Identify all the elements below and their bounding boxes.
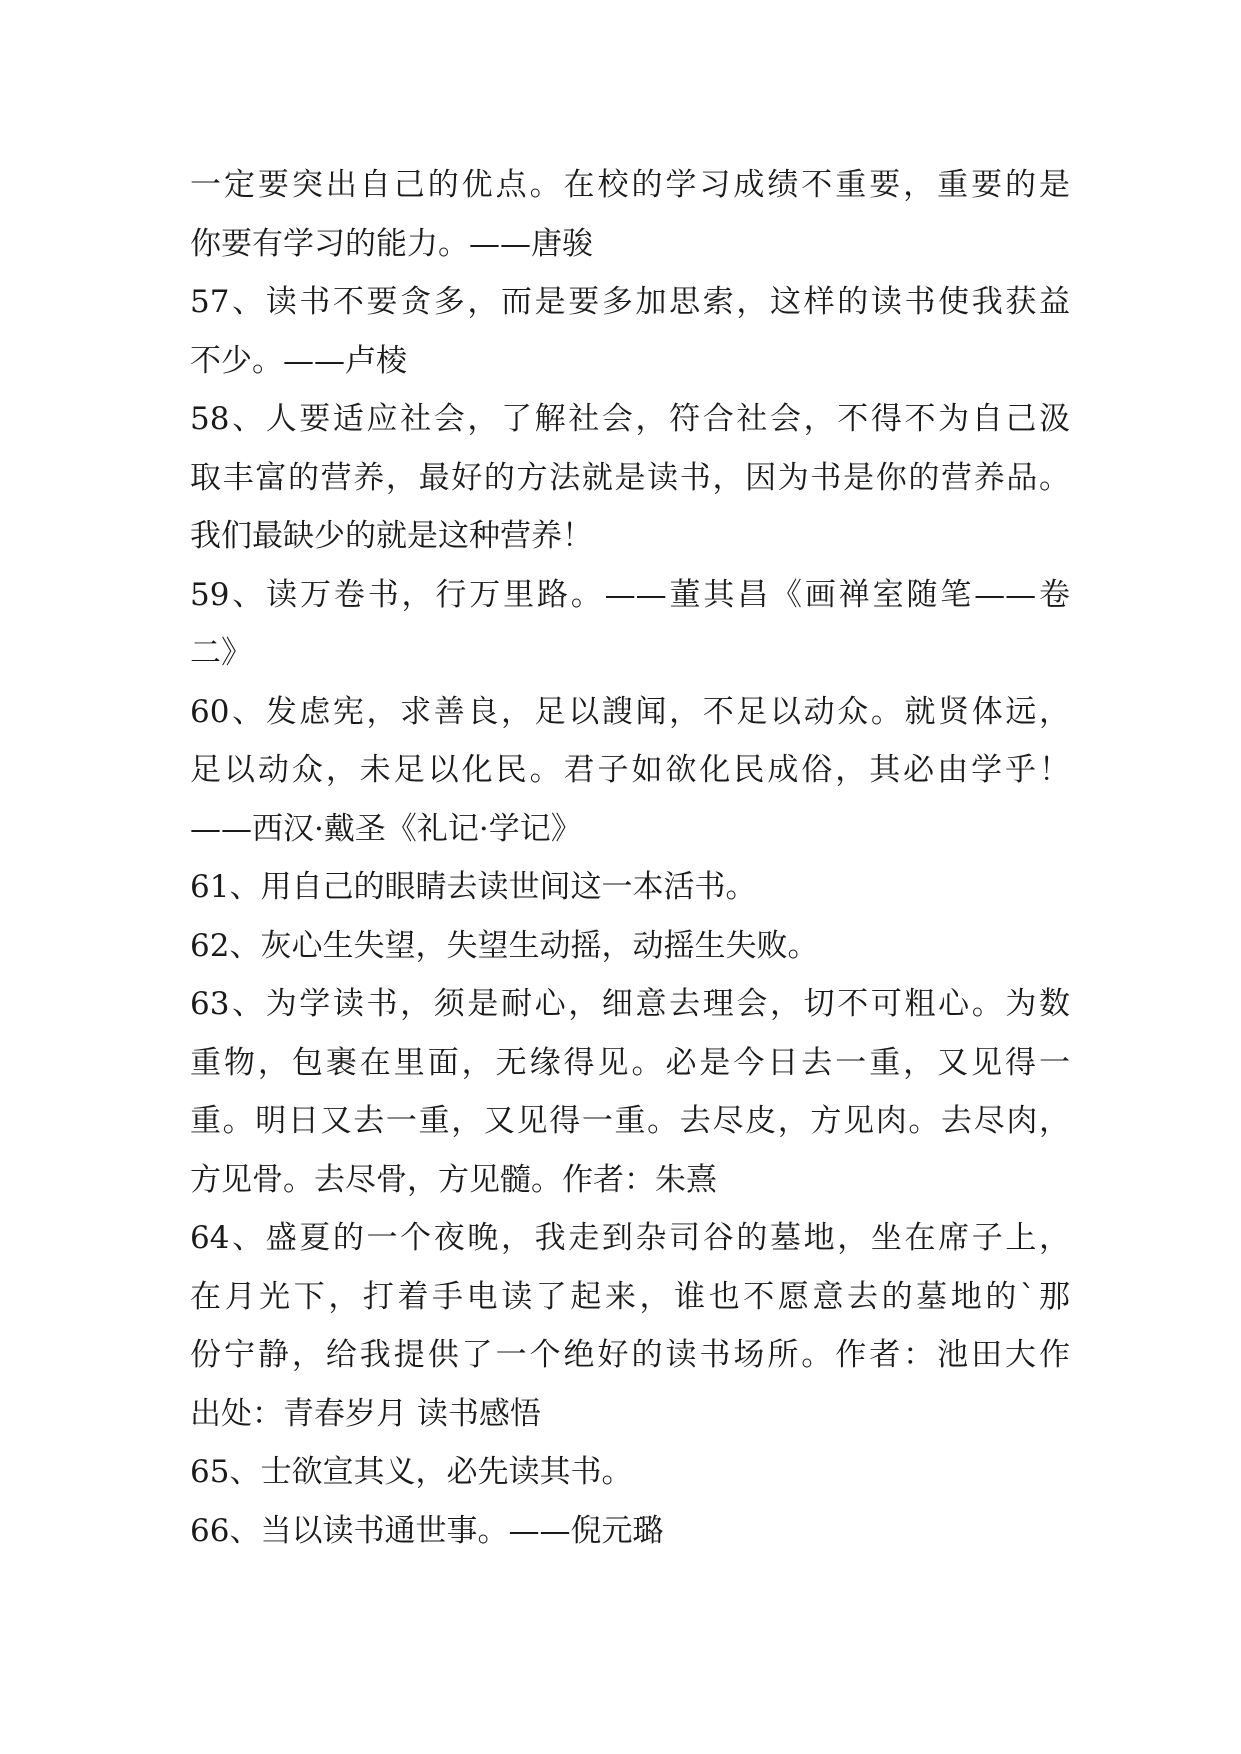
- text-line: 份宁静，给我提供了一个绝好的读书场所。作者：池田大作: [190, 1337, 1070, 1373]
- text-line: ——西汉·戴圣《礼记·学记》: [190, 810, 582, 847]
- text-line: 66、当以读书通世事。——倪元璐: [190, 1512, 664, 1549]
- text-line: 65、士欲宣其义，必先读其书。: [190, 1454, 633, 1490]
- document-body: [190, 156, 1070, 1560]
- text-line: 重。明日又去一重，又见得一重。去尽皮，方见肉。去尽肉，: [190, 1103, 1070, 1139]
- text-line: 重物，包裹在里面，无缘得见。必是今日去一重，又见得一: [190, 1044, 1070, 1081]
- text-line: 64、盛夏的一个夜晚，我走到杂司谷的墓地，坐在席子上，: [190, 1220, 1070, 1256]
- text-line: 在月光下，打着手电读了起来，谁也不愿意去的墓地的`那: [190, 1278, 1070, 1315]
- text-line: 58、人要适应社会，了解社会，符合社会，不得不为自己汲: [190, 401, 1070, 437]
- text-line: 取丰富的营养，最好的方法就是读书，因为书是你的营养品。: [190, 459, 1070, 496]
- text-line: 二》: [190, 635, 252, 671]
- text-line: 62、灰心生失望，失望生动摇，动摇生失败。: [190, 927, 819, 964]
- text-line: 我们最缺少的就是这种营养！: [190, 518, 593, 554]
- text-line: 60、发虑宪，求善良，足以謏闻，不足以动众。就贤体远，: [190, 693, 1070, 730]
- text-line: 你要有学习的能力。——唐骏: [190, 225, 593, 262]
- text-line: 方见骨。去尽骨，方见髓。作者：朱熹: [190, 1161, 717, 1198]
- text-line: 61、用自己的眼睛去读世间这一本活书。: [190, 869, 757, 905]
- text-line: 不少。——卢棱: [190, 342, 407, 379]
- text-line: 59、读万卷书，行万里路。——董其昌《画禅室随笔——卷: [190, 576, 1070, 613]
- text-line: 57、读书不要贪多，而是要多加思索，这样的读书使我获益: [190, 284, 1070, 320]
- text-line: 一定要突出自己的优点。在校的学习成绩不重要，重要的是: [190, 167, 1070, 203]
- text-line: 出处：青春岁月 读书感悟: [190, 1395, 541, 1432]
- text-line: 足以动众，未足以化民。君子如欲化民成俗，其必由学乎！: [190, 752, 1070, 788]
- text-line: 63、为学读书，须是耐心，细意去理会，切不可粗心。为数: [190, 986, 1070, 1022]
